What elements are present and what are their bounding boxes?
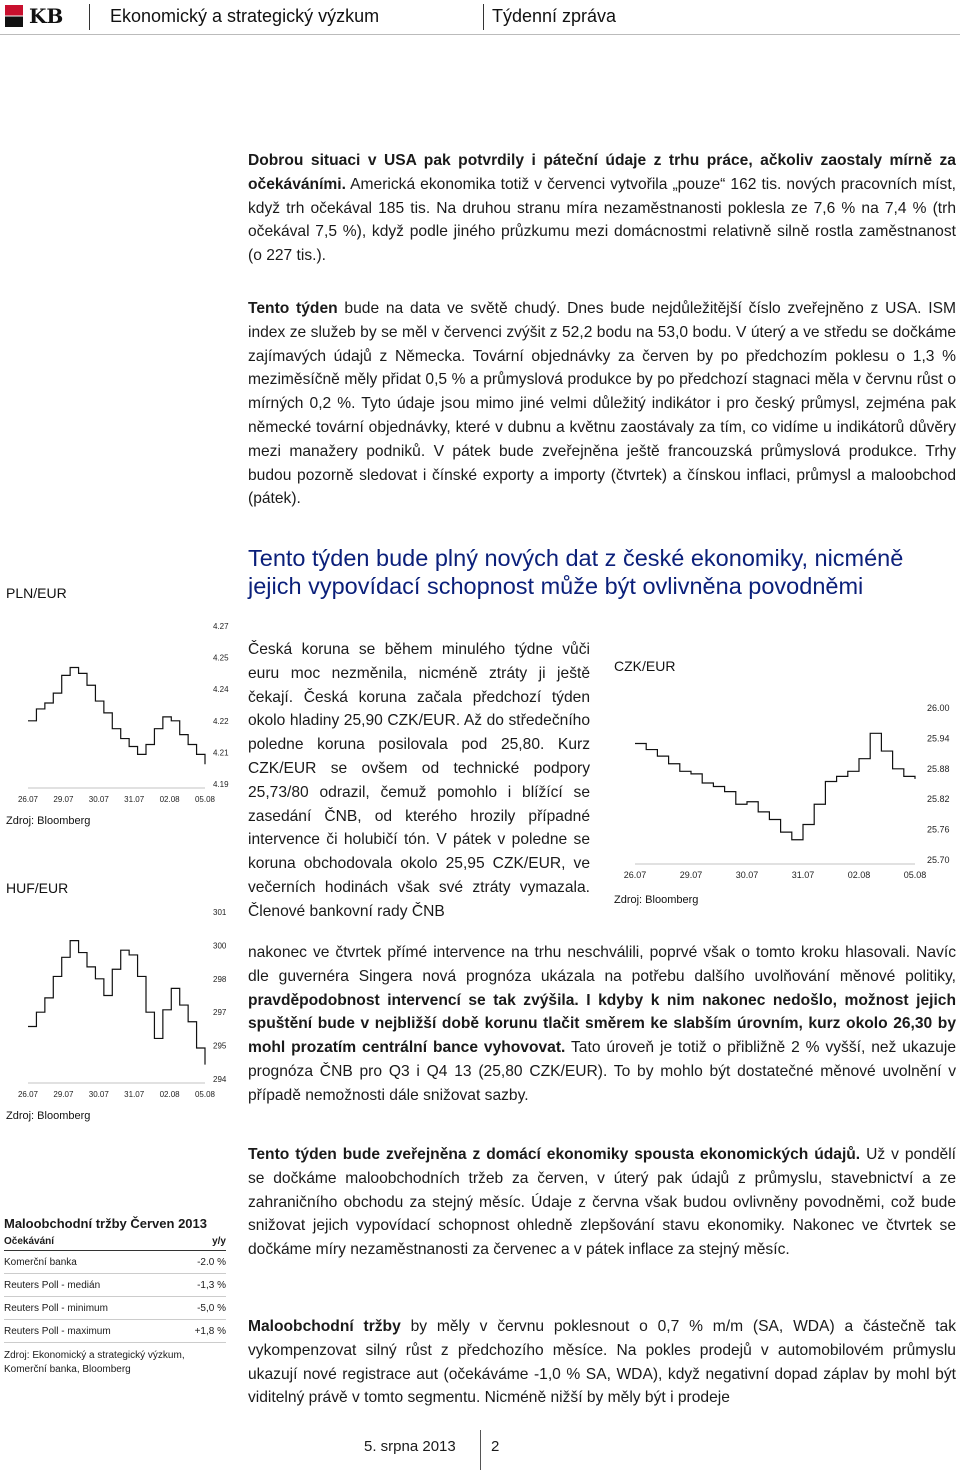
y-tick-label: 25.70 bbox=[927, 855, 950, 865]
source-note: Zdroj: Bloomberg bbox=[6, 815, 91, 827]
x-tick-label: 30.07 bbox=[88, 795, 109, 804]
footer-divider bbox=[480, 1430, 481, 1470]
x-tick-label: 29.07 bbox=[53, 795, 74, 804]
footer-date: 5. srpna 2013 bbox=[364, 1438, 456, 1455]
x-tick-label: 31.07 bbox=[124, 1090, 145, 1099]
x-tick-label: 29.07 bbox=[53, 1090, 74, 1099]
paragraph-week-world bbox=[248, 297, 956, 511]
header-divider bbox=[483, 4, 484, 30]
column-header: y/y bbox=[212, 1235, 226, 1247]
row-label: Reuters Poll - maximum bbox=[4, 1325, 111, 1337]
chart-pln-eur bbox=[0, 600, 240, 810]
kb-logo bbox=[5, 4, 77, 28]
x-tick-label: 31.07 bbox=[791, 870, 815, 880]
header-subtitle: Týdenní zpráva bbox=[492, 6, 617, 26]
table-row bbox=[4, 1251, 226, 1274]
source-note: Zdroj: Bloomberg bbox=[6, 1110, 91, 1122]
x-tick-label: 30.07 bbox=[735, 870, 759, 880]
paragraph-lead: Maloobchodní tržby bbox=[248, 1318, 401, 1335]
svg-text:KB: KB bbox=[29, 4, 64, 28]
header-title: Ekonomický a strategický výzkum bbox=[110, 6, 380, 26]
row-label: Reuters Poll - medián bbox=[4, 1279, 101, 1291]
y-tick-label: 25.88 bbox=[927, 763, 950, 774]
table-row bbox=[4, 1320, 226, 1343]
y-tick-label: 4.22 bbox=[213, 716, 229, 726]
paragraph-body: bude na data ve světě chudý. Dnes bude nejdůležitější číslo zveřejněno z USA. ISM index ze služeb by se měl v červenci zvýšit z 52,2 bodu na 53,0 bodu. V úterý a ve středu se dočkáme zajímavých údajů z Německa. Tovární objednávky za červen by po předchozím poklesu o 1,3 % meziměsíčně měly přidat 0,5 % a průmyslová produkce by po předchozí stagnaci měla v červnu růst o mírných 0,2 %. Tyto údaje jsou mimo jiné velmi důležitý indikátor i pro český průmysl, zejména pak německé tovární objednávky, které v dubnu a květnu zaostávaly za tím, co vidíme u indikátorů důvěry mezi manažery podniků. V pátek bude zveřejněna ještě francouzská průmyslová produkce. Trhy budou pozorně sledovat i čínské exporty a importy (čtvrtek) a čínskou inflaci, průmysl a maloobchod (pátek). bbox=[248, 300, 956, 508]
chart-title-pln: PLN/EUR bbox=[6, 585, 67, 601]
section-heading: Tento týden bude plný nových dat z české ekonomiky, nicméně jejich vypovídací schopnost může být ovlivněna povodněmi bbox=[248, 545, 904, 599]
chart-title-huf: HUF/EUR bbox=[6, 880, 69, 896]
y-tick-label: 300 bbox=[213, 941, 227, 951]
table-source: Zdroj: Ekonomický a strategický výzkum, Komerční banka, Bloomberg bbox=[4, 1350, 185, 1375]
y-tick-label: 4.19 bbox=[213, 780, 229, 789]
paragraph-lead: Dobrou situaci v USA pak potvrdily i páteční údaje z trhu práce, ačkoliv zaostaly mírně za očekáváními. bbox=[248, 152, 956, 193]
row-label: Reuters Poll - minimum bbox=[4, 1302, 108, 1314]
x-tick-label: 05.08 bbox=[903, 870, 927, 880]
row-value: +1,8 % bbox=[194, 1325, 226, 1337]
paragraph-lead: Tento týden bude zveřejněna z domácí ekonomiky spousta ekonomických údajů. bbox=[248, 1146, 861, 1163]
y-tick-label: 301 bbox=[213, 908, 227, 917]
table-header bbox=[4, 1232, 226, 1251]
paragraph-usa-labor bbox=[248, 149, 956, 268]
y-tick-label: 4.24 bbox=[213, 685, 229, 695]
row-label: Komerční banka bbox=[4, 1256, 77, 1268]
paragraph-body: Americká ekonomika totiž v červenci vytvořila „pouze“ 162 tis. nových pracovních míst, když trh očekával 185 tis. Na druhou stranu míra nezaměstnanosti poklesla ze 7,6 % na 7,4 % (trh očekával 7,5 %), když podle jiného průzkumu mezi domácnostmi relativně silně rostla zaměstnanost (o 227 tis.). bbox=[248, 175, 956, 265]
header-rule bbox=[0, 34, 960, 35]
x-tick-label: 29.07 bbox=[679, 870, 703, 880]
x-tick-label: 26.07 bbox=[17, 1090, 39, 1099]
retail-expectations-table bbox=[4, 1215, 226, 1377]
paragraph-domestic-data bbox=[248, 1143, 956, 1262]
paragraph-czk: Česká koruna se během minulého týdne vůči euru moc nezměnila, nicméně ztráty ji ještě čekají. Česká koruna začala předchozí týden okolo hladiny 25,90 CZK/EUR. Až do středečního poledne koruna posilovala pod 25,80. Kurz CZK/EUR se ovšem od technické podpory 25,73/80 odrazil, čemuž pomohlo i blížící se zasedání ČNB, od kterého hrozily případné intervence či holubičí tón. V pátek v poledne se koruna obchodovala okolo 25,95 CZK/EUR, ve večerních hodinách však své ztráty vymazala. Členové bankovní rady ČNB bbox=[248, 641, 590, 920]
series-line bbox=[635, 733, 915, 839]
paragraph-lead: Tento týden bbox=[248, 300, 338, 317]
chart-huf-eur bbox=[0, 895, 240, 1105]
row-value: -1,3 % bbox=[197, 1279, 226, 1291]
y-tick-label: 26.00 bbox=[927, 703, 950, 713]
paragraph-body: by měly v červnu poklesnout o 0,7 % m/m (SA, WDA) a částečně tak vykompenzovat silný růst z předchozího měsíce. Na pokles prodejů v automobilovém průmyslu ukazují nové registrace aut (očekáváme -1,0 % SA, WDA), když negativní dopad záplav by mohl být viditelný právě v tomto segmentu. Nicméně nižší by měly být i prodeje bbox=[248, 1318, 957, 1407]
x-tick-label: 02.08 bbox=[159, 795, 180, 804]
series-line bbox=[28, 941, 205, 1065]
y-tick-label: 25.82 bbox=[927, 794, 950, 805]
table-title: Maloobchodní tržby Červen 2013 bbox=[4, 1216, 207, 1231]
paragraph-body: Už v pondělí se dočkáme maloobchodních tržeb za červen, v úterý pak údajů z průmyslu, stavebnictví a ze zahraničního obchodu za stejný měsíc. Údaje z června však budou ovlivněny povodněmi, což bude snižovat jejich vypovídací schopnost ohledně zlepšování stavu ekonomiky. Nakonec ve čtvrtek se dočkáme míry nezaměstnanosti za červenec a v pátek inflace za stejný měsíc. bbox=[248, 1146, 956, 1259]
paragraph-cnb bbox=[248, 941, 956, 1108]
table-row bbox=[4, 1274, 226, 1297]
x-tick-label: 02.08 bbox=[159, 1090, 180, 1099]
x-tick-label: 05.08 bbox=[194, 795, 216, 804]
x-tick-label: 31.07 bbox=[124, 795, 145, 804]
series-line bbox=[28, 667, 205, 764]
y-tick-label: 4.25 bbox=[213, 653, 229, 663]
paragraph-body: Tato úroveň je totiž o přibližně 2 % vyšší, než ukazuje prognóza ČNB pro Q3 i Q4 13 (25,80 CZK/EUR). To by mohlo být dostatečné měnové uvolnění v případě nemožnosti dále snižovat sazby. bbox=[248, 1039, 956, 1104]
page-number: 2 bbox=[491, 1438, 500, 1455]
y-tick-label: 297 bbox=[213, 1008, 227, 1018]
y-tick-label: 25.94 bbox=[927, 733, 950, 744]
x-tick-label: 30.07 bbox=[88, 1090, 109, 1099]
source-note: Zdroj: Bloomberg bbox=[614, 894, 699, 906]
y-tick-label: 25.76 bbox=[927, 824, 950, 835]
x-tick-label: 26.07 bbox=[17, 795, 39, 804]
chart-title-czk: CZK/EUR bbox=[614, 658, 676, 674]
x-tick-label: 05.08 bbox=[194, 1090, 216, 1099]
column-header: Očekávání bbox=[4, 1235, 55, 1247]
y-tick-label: 4.27 bbox=[213, 622, 229, 631]
paragraph-emphasis: pravděpodobnost intervencí se tak zvýšila. I kdyby k nim nakonec nedošlo, možnost jejich spuštění bude v nejbližší době korunu tlačit směrem ke slabším úrovním, kurz okolo 26,30 by mohl prozatím centrální bance vyhovovat. bbox=[248, 991, 956, 1057]
x-tick-label: 26.07 bbox=[623, 870, 647, 880]
y-tick-label: 294 bbox=[213, 1075, 227, 1084]
table-row bbox=[4, 1297, 226, 1320]
row-value: -2.0 % bbox=[197, 1256, 226, 1268]
y-tick-label: 295 bbox=[213, 1041, 227, 1051]
header-divider bbox=[89, 4, 90, 30]
page-header bbox=[0, 0, 960, 34]
paragraph-body: nakonec ve čtvrtek přímé intervence na trhu neschválili, poprvé však o tomto kroku hlasovali. Navíc dle guvernéra Singera nová prognóza ukázala na potřebu dalšího uvolňování měnové politiky, bbox=[248, 944, 956, 985]
chart-czk-eur bbox=[610, 688, 960, 888]
row-value: -5,0 % bbox=[197, 1302, 226, 1314]
y-tick-label: 298 bbox=[213, 974, 227, 984]
x-tick-label: 02.08 bbox=[847, 870, 871, 880]
paragraph-retail bbox=[248, 1315, 956, 1410]
y-tick-label: 4.21 bbox=[213, 748, 229, 758]
